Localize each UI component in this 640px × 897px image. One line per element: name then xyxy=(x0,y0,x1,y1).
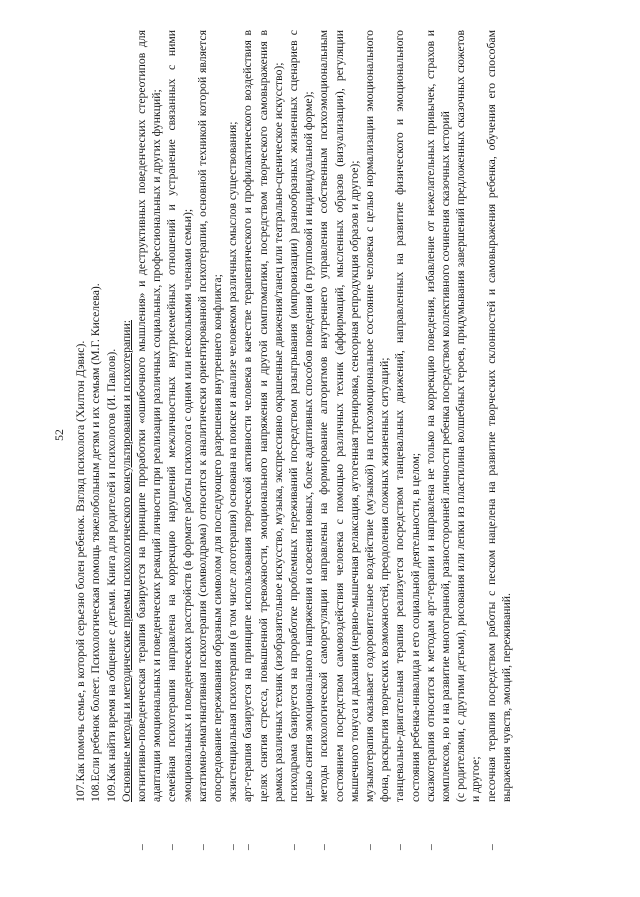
page-number: 52 xyxy=(53,429,66,441)
bullet-dash: – xyxy=(317,844,331,850)
list-item-symboldrama xyxy=(195,30,225,860)
list-item-text: кататимно-имагинативная психотерапия (символдрама) относится к аналитически ориентированной психотерапии, основной техникой которой является опосредование переживания образным символом для последующего разрешения внутреннего конфликта; xyxy=(195,30,225,802)
section-heading: Основные методы и методические приемы психологического консультирования и психотерапии: xyxy=(119,319,133,802)
list-item-sand-therapy xyxy=(484,30,514,860)
bullet-dash: – xyxy=(393,844,407,850)
list-item-existential xyxy=(225,30,240,860)
list-item-dance-therapy xyxy=(392,30,422,860)
list-item-text: песочная терапия посредством работы с песком нацелена на развитие творческих склонностей и самовыражения ребенка, обучения его способам выражения чувств, эмоций, переживаний. xyxy=(484,30,513,802)
list-item-text: (с родителями, с другими детьми), рисования или лепки из пластилина волшебных героев, придумывания завершений предложенных сказочных сюжетов и другое; xyxy=(454,30,483,802)
list-item-text: когнитивно-поведенческая терапия базируется на принципе проработки «ошибочного мышления» и деструктивных поведенческих стереотипов для адаптации эмоциональных и поведенческих реакций личности при реализации различных социальных, профессиональных и других функций; xyxy=(135,30,164,802)
list-item-text: методы психологической саморегуляции направлены на формирование алгоритмов внутреннего управления собственным психоэмоциональным состоянием посредством самовоздействия человека с помощью различных техник (аффирмаций, мысленных образов (визуализации), регуляции мышечного тонуса и дыхания (нервно-мышечная релаксация, аутогенная тренировка, сенсорная репродукция образов и другое); xyxy=(317,30,361,802)
list-item-text: музыкотерапия оказывает оздоровительное воздействие (музыкой) на психоэмоциональное состояние человека с целью нормализации эмоционального фона, раскрытия творческих возможностей, преодоления сложных жизненных ситуаций; xyxy=(363,30,392,802)
reference-109: 109.Как найти время на общение с детьми. Книга для родителей и психологов (И. Павлов). xyxy=(104,348,118,802)
list-item-psychodrama xyxy=(286,30,316,860)
list-item-self-regulation xyxy=(316,30,362,860)
bullet-dash: – xyxy=(484,844,498,850)
list-item-cbt xyxy=(134,30,164,860)
list-item-continuation xyxy=(453,30,483,860)
bullet-dash: – xyxy=(241,844,255,850)
bullet-dash: – xyxy=(363,844,377,850)
bullet-dash: – xyxy=(287,844,301,850)
list-item-family-therapy xyxy=(164,30,194,860)
list-item-text: танцевально-двигательная терапия реализуется посредством танцевальных движений, направленных на развитие физического и эмоционального состояния ребенка-инвалида и его социальной деятельности, в целом; xyxy=(393,30,422,802)
bullet-dash: – xyxy=(135,844,149,850)
bullet-dash: – xyxy=(226,844,240,850)
list-item-text: семейная психотерапия направлена на коррекцию нарушений межличностных внутрисемейных отношений и устранение связанных с ними эмоциональных и поведенческих расстройств (в формате работы психолога с одним или несколькими членами семьи); xyxy=(165,30,194,802)
list-item-art-therapy xyxy=(240,30,286,860)
bullet-dash: – xyxy=(165,844,179,850)
list-item-text: сказкотерапия относится к методам арт-терапии и направлена не только на коррекцию поведения, избавление от нежелательных привычек, страхов и комплексов, но и на развитие многогранной, разносторонней личности ребенка посредством коллективного сочинения сказочных историй xyxy=(423,30,453,802)
rotated-page xyxy=(52,30,592,860)
reference-108: 108.Если ребенок болеет. Психологическая помощь тяжелобольным детям и их семьям (М.Г. Киселева). xyxy=(89,283,103,802)
list-item-music-therapy xyxy=(362,30,392,860)
bullet-dash: – xyxy=(195,844,209,850)
list-item-text: арт-терапия базируется на принципе использования творческой активности человека в качестве терапевтического и профилактического воздействия в целях снятия стресса, повышенной тревожности, эмоционального напряжения и другой симптоматики, посредством творческого самовыражения в рамках различных техник (изобразительное искусство, музыка, экспрессивно окрашенные движения/танец или театрально-сценическое искусство); xyxy=(241,30,285,802)
reference-107: 107.Как помочь семье, в которой серьезно болен ребенок. Взгляд психолога (Хилтон Дэвис). xyxy=(74,340,88,802)
list-item-text: психодрама базируется на проработке проблемных переживаний посредством разыгрывания (импровизации) разнообразных жизненных сценариев с целью снятия эмоционального напряжения и освоения новых, более адаптивных способов поведения (в групповой и индивидуальной форме); xyxy=(287,30,316,802)
list-item-fairy-tale-therapy xyxy=(423,30,453,860)
bullet-dash: – xyxy=(423,844,437,850)
list-item-text: экзистенциальная психотерапия (в том числе логотерапия) основана на поиске и анализе человеком различных смыслов существования; xyxy=(226,121,240,802)
